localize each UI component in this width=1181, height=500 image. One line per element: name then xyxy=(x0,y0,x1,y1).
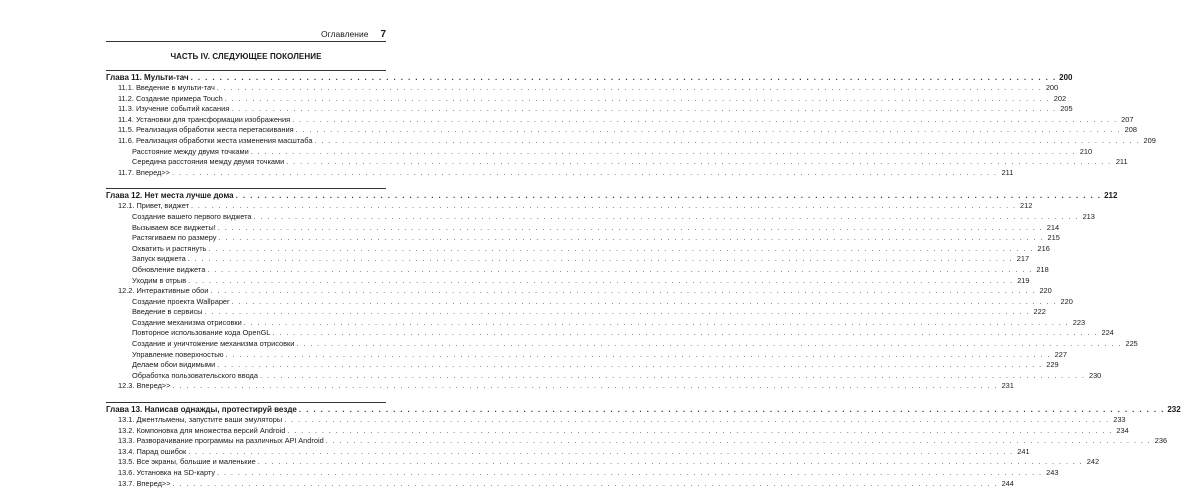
toc-entry-page-number: 215 xyxy=(1047,233,1060,243)
header-page-number: 7 xyxy=(380,28,386,40)
chapter-title: Глава 12. Нет места лучше дома xyxy=(106,191,234,201)
leader-dots: . . . . . . . . . . . . . . . . . . . . . . . . . . . . . . . . . . . . . . . . . . . . . . . . . . . . . . . . . . . . . . . . . . . . . . . . . . . . . . . . . . . . . . . . . . . . . . . . . . . . . . . . . . . . . . . . . . . . . . . . xyxy=(231,104,1057,114)
toc-entry-label: Управление поверхностью xyxy=(132,349,224,359)
toc-entry xyxy=(106,468,1059,479)
toc-entry xyxy=(106,167,1014,179)
toc-entry-page-number: 217 xyxy=(1016,254,1030,264)
toc-entry-page-number: 223 xyxy=(1072,317,1086,327)
chapter-section xyxy=(106,402,1181,489)
toc-entry-page-number: 212 xyxy=(1020,201,1033,211)
toc-entry-page-number: 244 xyxy=(1001,478,1014,488)
chapter-page-number: 212 xyxy=(1104,191,1118,201)
toc-entry xyxy=(106,436,1168,447)
toc-entry-page-number: 236 xyxy=(1154,436,1168,446)
chapter-title-line xyxy=(106,402,1181,415)
leader-dots: . . . . . . . . . . . . . . . . . . . . . . . . . . . . . . . . . . . . . . . . . . . . . . . . . . . . . . . . . . . . . . . . . . . . . . . . . . . . . . . . . . . . . . . . . . . . . . . . . . . . . . . . . . . . . . . . . . . . . . . . xyxy=(296,339,1122,349)
toc-entry-label: Середина расстояния между двумя точками xyxy=(132,157,285,167)
toc-entry xyxy=(106,157,1128,168)
toc-entry-page-number: 225 xyxy=(1125,339,1138,349)
toc-entry xyxy=(106,125,1137,136)
toc-entry xyxy=(106,328,1114,339)
toc-entry-label: 11.3. Изучение событий касания xyxy=(118,104,230,114)
leader-dots: . . . . . . . . . . . . . . . . . . . . . . . . . . . . . . . . . . . . . . . . . . . . . . . . . . . . . . . . . . . . . . . . . . . . . . . . . . . . . . . . . . . . . . . . . . . . . . . . . . . . . . . . . . . . . . . . . . . . . . . . xyxy=(257,457,1084,467)
leader-dots: . . . . . . . . . . . . . . . . . . . . . . . . . . . . . . . . . . . . . . . . . . . . . . . . . . . . . . . . . . . . . . . . . . . . . . . . . . . . . . . . . . . . . . . . . . . . . . . . . . . . . . . . . . . . . . . . . . . . . . . . xyxy=(287,425,1113,435)
toc-entry xyxy=(106,114,1134,126)
chapter-title: Глава 13. Написав однажды, протестируй везде xyxy=(106,405,297,415)
toc-entry-page-number: 218 xyxy=(1036,264,1049,274)
leader-dots: . . . . . . . . . . . . . . . . . . . . . . . . . . . . . . . . . . . . . . . . . . . . . . . . . . . . . . . . . . . . . . . . . . . . . . . . . . . . . . . . . . . . . . . . . . . . . . . . . . . . . . . . . . . . . . . . . . . . . . . . xyxy=(190,201,1017,211)
leader-dots: . . . . . . . . . . . . . . . . . . . . . . . . . . . . . . . . . . . . . . . . . . . . . . . . . . . . . . . . . . . . . . . . . . . . . . . . . . . . . . . . . . . . . . . . . . . . . . . . . . . . . . . . . . . . . . . . . . . . . . . . xyxy=(253,211,1079,221)
toc-entry-label: 13.5. Все экраны, большие и маленькие xyxy=(118,457,256,467)
toc-entry xyxy=(106,381,1014,392)
leader-dots: . . . . . . . . . . . . . . . . . . . . . . . . . . . . . . . . . . . . . . . . . . . . . . . . . . . . . . . . . . . . . . . . . . . . . . . . . . . . . . . . . . . . . . . . . . . . . . . . . . . . . . . . . . . . . . . . . . . . . . . . xyxy=(187,254,1014,264)
toc-entry xyxy=(106,286,1052,297)
leader-dots: . . . . . . . . . . . . . . . . . . . . . . . . . . . . . . . . . . . . . . . . . . . . . . . . . . . . . . . . . . . . . . . . . . . . . . . . . . . . . . . . . . . . . . . . . . . . . . . . . . . . . . . . . . . . . . . . . . . . . . . . xyxy=(217,222,1044,232)
toc-entry-page-number: 231 xyxy=(1001,381,1014,391)
leader-dots: . . . . . . . . . . . . . . . . . . . . . . . . . . . . . . . . . . . . . . . . . . . . . . . . . . . . . . . . . . . . . . . . . . . . . . . . . . . . . . . . . . . . . . . . . . . . . . . . . . . . . . . . . . . . . . . . . . . . . . . . xyxy=(272,328,1098,338)
toc-entry-page-number: 211 xyxy=(1115,157,1128,167)
toc-entry-label: Обработка пользовательского ввода xyxy=(132,370,258,380)
toc-entry-label: Растягиваем по размеру xyxy=(132,233,217,243)
toc-entry xyxy=(106,93,1067,105)
toc-entry xyxy=(106,457,1100,468)
toc-entry-label: 11.5. Реализация обработки жеста перетаскивания xyxy=(118,125,294,135)
toc-entry xyxy=(106,222,1060,234)
toc-entry xyxy=(106,254,1030,265)
toc-entry xyxy=(106,370,1102,382)
toc-entry-page-number: 243 xyxy=(1046,468,1059,477)
toc-entry-page-number: 207 xyxy=(1121,114,1134,124)
leader-dots: . . . . . . . . . . . . . . . . . . . . . . . . . . . . . . . . . . . . . . . . . . . . . . . . . . . . . . . . . . . . . . . . . . . . . . . . . . . . . . . . . . . . . . . . . . . . . . . . . . . . . . . . . . . . . . . . . . . . . . . . xyxy=(217,360,1043,370)
leader-dots: . . . . . . . . . . . . . . . . . . . . . . . . . . . . . . . . . . . . . . . . . . . . . . . . . . . . . . . . . . . . . . . . . . . . . . . . . . . . . . . . . . . . . . . . . . . . . . . . . . . . . . . . . . . . . . . . . . . . . . . . xyxy=(207,264,1033,274)
toc-entry-page-number: 210 xyxy=(1079,146,1093,156)
toc-entry-page-number: 227 xyxy=(1054,349,1067,359)
toc-entry-label: Создание вашего первого виджета xyxy=(132,211,252,221)
table-of-contents xyxy=(106,70,1181,499)
toc-entry xyxy=(106,233,1060,244)
toc-entry xyxy=(106,264,1049,276)
leader-dots: . . . . . . . . . . . . . . . . . . . . . . . . . . . . . . . . . . . . . . . . . . . . . . . . . . . . . . . . . . . . . . . . . . . . . . . . . . . . . . . . . . . . . . . . . . . . . . . . . . . . . . . . . . . . . . . . . . . . . . . . xyxy=(235,191,1102,201)
leader-dots: . . . . . . . . . . . . . . . . . . . . . . . . . . . . . . . . . . . . . . . . . . . . . . . . . . . . . . . . . . . . . . . . . . . . . . . . . . . . . . . . . . . . . . . . . . . . . . . . . . . . . . . . . . . . . . . . . . . . . . . . xyxy=(190,73,1057,82)
toc-entry-page-number: 222 xyxy=(1033,307,1046,317)
toc-entry xyxy=(106,478,1014,490)
leader-dots: . . . . . . . . . . . . . . . . . . . . . . . . . . . . . . . . . . . . . . . . . . . . . . . . . . . . . . . . . . . . . . . . . . . . . . . . . . . . . . . . . . . . . . . . . . . . . . . . . . . . . . . . . . . . . . . . . . . . . . . . xyxy=(314,135,1140,145)
toc-entry xyxy=(106,243,1050,255)
toc-entry-page-number: 209 xyxy=(1143,135,1156,145)
chapter-page-number: 200 xyxy=(1059,73,1073,82)
toc-entry-label: 11.2. Создание примера Touch xyxy=(118,93,223,103)
toc-entry-page-number: 208 xyxy=(1124,125,1137,135)
toc-entry-label: 12.2. Интерактивные обои xyxy=(118,286,209,296)
toc-entry-page-number: 205 xyxy=(1060,104,1073,114)
leader-dots: . . . . . . . . . . . . . . . . . . . . . . . . . . . . . . . . . . . . . . . . . . . . . . . . . . . . . . . . . . . . . . . . . . . . . . . . . . . . . . . . . . . . . . . . . . . . . . . . . . . . . . . . . . . . . . . . . . . . . . . . xyxy=(295,125,1121,135)
chapter-page-number: 232 xyxy=(1167,405,1181,415)
toc-entry-page-number: 234 xyxy=(1116,425,1129,435)
toc-entry-page-number: 216 xyxy=(1037,243,1050,253)
leader-dots: . . . . . . . . . . . . . . . . . . . . . . . . . . . . . . . . . . . . . . . . . . . . . . . . . . . . . . . . . . . . . . . . . . . . . . . . . . . . . . . . . . . . . . . . . . . . . . . . . . . . . . . . . . . . . . . . . . . . . . . . xyxy=(224,93,1051,103)
toc-entry xyxy=(106,425,1129,437)
toc-entry-label: Повторное использование кода OpenGL xyxy=(132,328,271,338)
leader-dots: . . . . . . . . . . . . . . . . . . . . . . . . . . . . . . . . . . . . . . . . . . . . . . . . . . . . . . . . . . . . . . . . . . . . . . . . . . . . . . . . . . . . . . . . . . . . . . . . . . . . . . . . . . . . . . . . . . . . . . . . xyxy=(250,146,1077,156)
toc-entry-label: 13.1. Джентльмены, запустите ваши эмуляторы xyxy=(118,415,283,425)
toc-entry-label: Вызываем все виджеты! xyxy=(132,222,216,232)
header-rule xyxy=(106,41,386,42)
toc-entry-label: 13.2. Компоновка для множества версий Android xyxy=(118,425,286,435)
toc-entry xyxy=(106,339,1138,350)
toc-entry-page-number: 220 xyxy=(1039,286,1052,296)
chapter-section xyxy=(106,70,1156,178)
toc-entry xyxy=(106,360,1059,371)
leader-dots: . . . . . . . . . . . . . . . . . . . . . . . . . . . . . . . . . . . . . . . . . . . . . . . . . . . . . . . . . . . . . . . . . . . . . . . . . . . . . . . . . . . . . . . . . . . . . . . . . . . . . . . . . . . . . . . . . . . . . . . . xyxy=(218,233,1044,243)
leader-dots: . . . . . . . . . . . . . . . . . . . . . . . . . . . . . . . . . . . . . . . . . . . . . . . . . . . . . . . . . . . . . . . . . . . . . . . . . . . . . . . . . . . . . . . . . . . . . . . . . . . . . . . . . . . . . . . . . . . . . . . . xyxy=(172,167,998,177)
toc-entry-label: 13.6. Установка на SD-карту xyxy=(118,468,216,477)
toc-entry-label: Создание механизма отрисовки xyxy=(132,317,242,327)
leader-dots: . . . . . . . . . . . . . . . . . . . . . . . . . . . . . . . . . . . . . . . . . . . . . . . . . . . . . . . . . . . . . . . . . . . . . . . . . . . . . . . . . . . . . . . . . . . . . . . . . . . . . . . . . . . . . . . . . . . . . . . . xyxy=(210,286,1036,296)
leader-dots: . . . . . . . . . . . . . . . . . . . . . . . . . . . . . . . . . . . . . . . . . . . . . . . . . . . . . . . . . . . . . . . . . . . . . . . . . . . . . . . . . . . . . . . . . . . . . . . . . . . . . . . . . . . . . . . . . . . . . . . . xyxy=(325,436,1152,446)
chapter-title-line xyxy=(106,70,1073,83)
leader-dots: . . . . . . . . . . . . . . . . . . . . . . . . . . . . . . . . . . . . . . . . . . . . . . . . . . . . . . . . . . . . . . . . . . . . . . . . . . . . . . . . . . . . . . . . . . . . . . . . . . . . . . . . . . . . . . . . . . . . . . . . xyxy=(188,446,1014,456)
toc-entry-label: 12.1. Привет, виджет xyxy=(118,201,189,211)
leader-dots: . . . . . . . . . . . . . . . . . . . . . . . . . . . . . . . . . . . . . . . . . . . . . . . . . . . . . . . . . . . . . . . . . . . . . . . . . . . . . . . . . . . . . . . . . . . . . . . . . . . . . . . . . . . . . . . . . . . . . . . . xyxy=(292,114,1118,124)
toc-entry-label: Создание и уничтожение механизма отрисовки xyxy=(132,339,295,349)
toc-entry xyxy=(106,307,1046,318)
toc-entry-label: Расстояние между двумя точками xyxy=(132,146,249,156)
chapter-section xyxy=(106,188,1138,392)
toc-entry-label: 11.6. Реализация обработки жеста изменения масштаба xyxy=(118,135,313,145)
toc-entry xyxy=(106,104,1073,115)
leader-dots: . . . . . . . . . . . . . . . . . . . . . . . . . . . . . . . . . . . . . . . . . . . . . . . . . . . . . . . . . . . . . . . . . . . . . . . . . . . . . . . . . . . . . . . . . . . . . . . . . . . . . . . . . . . . . . . . . . . . . . . . xyxy=(298,405,1165,415)
toc-entry-page-number: 242 xyxy=(1086,457,1100,467)
toc-entry-label: 11.1. Введение в мульти-тач xyxy=(118,83,215,92)
leader-dots: . . . . . . . . . . . . . . . . . . . . . . . . . . . . . . . . . . . . . . . . . . . . . . . . . . . . . . . . . . . . . . . . . . . . . . . . . . . . . . . . . . . . . . . . . . . . . . . . . . . . . . . . . . . . . . . . . . . . . . . . xyxy=(284,415,1110,425)
toc-entry-label: Делаем обои видимыми xyxy=(132,360,216,370)
toc-entry-label: Запуск виджета xyxy=(132,254,186,264)
toc-entry xyxy=(106,275,1030,287)
toc-entry-page-number: 200 xyxy=(1045,83,1059,92)
leader-dots: . . . . . . . . . . . . . . . . . . . . . . . . . . . . . . . . . . . . . . . . . . . . . . . . . . . . . . . . . . . . . . . . . . . . . . . . . . . . . . . . . . . . . . . . . . . . . . . . . . . . . . . . . . . . . . . . . . . . . . . . xyxy=(172,478,998,488)
leader-dots: . . . . . . . . . . . . . . . . . . . . . . . . . . . . . . . . . . . . . . . . . . . . . . . . . . . . . . . . . . . . . . . . . . . . . . . . . . . . . . . . . . . . . . . . . . . . . . . . . . . . . . . . . . . . . . . . . . . . . . . . xyxy=(204,307,1030,317)
header-title: Оглавление xyxy=(321,29,369,39)
toc-entry-label: Введение в сервисы xyxy=(132,307,203,317)
leader-dots: . . . . . . . . . . . . . . . . . . . . . . . . . . . . . . . . . . . . . . . . . . . . . . . . . . . . . . . . . . . . . . . . . . . . . . . . . . . . . . . . . . . . . . . . . . . . . . . . . . . . . . . . . . . . . . . . . . . . . . . . xyxy=(286,157,1112,167)
toc-entry-page-number: 202 xyxy=(1053,93,1067,103)
toc-entry-page-number: 220 xyxy=(1060,296,1073,306)
leader-dots: . . . . . . . . . . . . . . . . . . . . . . . . . . . . . . . . . . . . . . . . . . . . . . . . . . . . . . . . . . . . . . . . . . . . . . . . . . . . . . . . . . . . . . . . . . . . . . . . . . . . . . . . . . . . . . . . . . . . . . . . xyxy=(243,317,1070,327)
leader-dots: . . . . . . . . . . . . . . . . . . . . . . . . . . . . . . . . . . . . . . . . . . . . . . . . . . . . . . . . . . . . . . . . . . . . . . . . . . . . . . . . . . . . . . . . . . . . . . . . . . . . . . . . . . . . . . . . . . . . . . . . xyxy=(188,275,1014,285)
toc-entry xyxy=(106,446,1030,458)
leader-dots: . . . . . . . . . . . . . . . . . . . . . . . . . . . . . . . . . . . . . . . . . . . . . . . . . . . . . . . . . . . . . . . . . . . . . . . . . . . . . . . . . . . . . . . . . . . . . . . . . . . . . . . . . . . . . . . . . . . . . . . . xyxy=(216,83,1043,92)
toc-entry-page-number: 229 xyxy=(1046,360,1059,370)
toc-entry xyxy=(106,317,1086,329)
toc-entry-page-number: 213 xyxy=(1082,211,1095,221)
toc-entry-label: 11.7. Вперед>> xyxy=(118,167,170,177)
toc-entry xyxy=(106,135,1156,147)
part-title: ЧАСТЬ IV. СЛЕДУЮЩЕЕ ПОКОЛЕНИЕ xyxy=(170,52,322,61)
toc-entry-page-number: 214 xyxy=(1046,222,1060,232)
toc-entry-page-number: 219 xyxy=(1017,275,1030,285)
toc-entry-label: Создание проекта Wallpaper xyxy=(132,296,230,306)
toc-entry-label: 13.3. Разворачивание программы на различных API Android xyxy=(118,436,324,446)
leader-dots: . . . . . . . . . . . . . . . . . . . . . . . . . . . . . . . . . . . . . . . . . . . . . . . . . . . . . . . . . . . . . . . . . . . . . . . . . . . . . . . . . . . . . . . . . . . . . . . . . . . . . . . . . . . . . . . . . . . . . . . . xyxy=(259,370,1086,380)
toc-entry-page-number: 224 xyxy=(1101,328,1114,338)
toc-entry xyxy=(106,296,1073,308)
leader-dots: . . . . . . . . . . . . . . . . . . . . . . . . . . . . . . . . . . . . . . . . . . . . . . . . . . . . . . . . . . . . . . . . . . . . . . . . . . . . . . . . . . . . . . . . . . . . . . . . . . . . . . . . . . . . . . . . . . . . . . . . xyxy=(208,243,1034,253)
toc-entry xyxy=(106,201,1033,212)
leader-dots: . . . . . . . . . . . . . . . . . . . . . . . . . . . . . . . . . . . . . . . . . . . . . . . . . . . . . . . . . . . . . . . . . . . . . . . . . . . . . . . . . . . . . . . . . . . . . . . . . . . . . . . . . . . . . . . . . . . . . . . . xyxy=(231,296,1057,306)
toc-entry xyxy=(106,146,1093,158)
toc-entry-page-number: 241 xyxy=(1017,446,1030,456)
leader-dots: . . . . . . . . . . . . . . . . . . . . . . . . . . . . . . . . . . . . . . . . . . . . . . . . . . . . . . . . . . . . . . . . . . . . . . . . . . . . . . . . . . . . . . . . . . . . . . . . . . . . . . . . . . . . . . . . . . . . . . . . xyxy=(217,468,1043,477)
toc-entry-page-number: 233 xyxy=(1113,415,1126,425)
toc-entry xyxy=(106,83,1059,94)
toc-entry xyxy=(106,211,1095,223)
toc-entry-page-number: 211 xyxy=(1001,167,1014,177)
toc-entry-label: Охватить и растянуть xyxy=(132,243,207,253)
toc-entry-page-number: 230 xyxy=(1088,370,1102,380)
leader-dots: . . . . . . . . . . . . . . . . . . . . . . . . . . . . . . . . . . . . . . . . . . . . . . . . . . . . . . . . . . . . . . . . . . . . . . . . . . . . . . . . . . . . . . . . . . . . . . . . . . . . . . . . . . . . . . . . . . . . . . . . xyxy=(225,349,1051,359)
toc-entry-label: 12.3. Вперед>> xyxy=(118,381,171,391)
toc-entry-label: Обновление виджета xyxy=(132,264,206,274)
toc-entry xyxy=(106,415,1126,426)
chapter-title-line xyxy=(106,188,1118,201)
running-header xyxy=(106,27,386,41)
toc-entry-label: Уходим в отрыв xyxy=(132,275,187,285)
toc-entry-label: 13.4. Парад ошибок xyxy=(118,446,187,456)
toc-entry-label: 11.4. Установки для трансформации изображения xyxy=(118,114,291,124)
chapter-title: Глава 11. Мульти-тач xyxy=(106,73,189,82)
leader-dots: . . . . . . . . . . . . . . . . . . . . . . . . . . . . . . . . . . . . . . . . . . . . . . . . . . . . . . . . . . . . . . . . . . . . . . . . . . . . . . . . . . . . . . . . . . . . . . . . . . . . . . . . . . . . . . . . . . . . . . . . xyxy=(172,381,998,391)
toc-entry-label: 13.7. Вперед>> xyxy=(118,478,171,488)
toc-entry xyxy=(106,349,1067,361)
